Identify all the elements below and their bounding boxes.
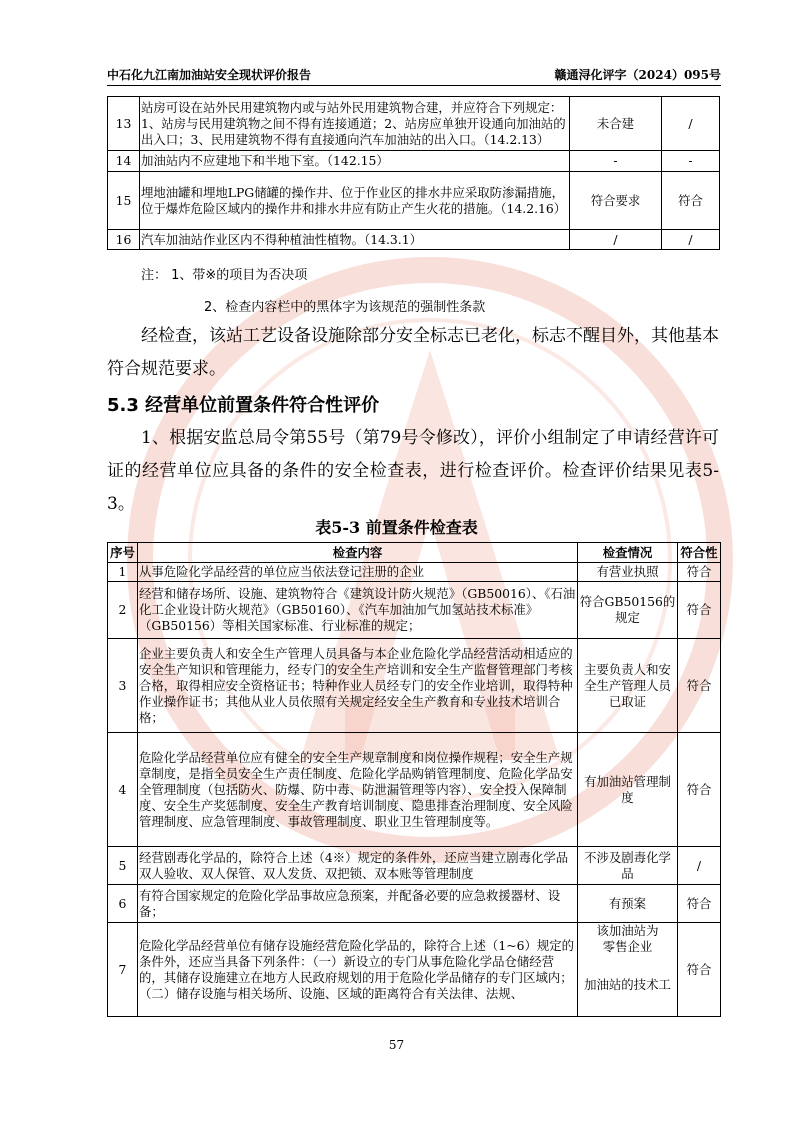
header-content: 检查内容 — [138, 543, 578, 563]
page-header — [107, 68, 721, 86]
note-1: 注： 1、带※的项目为否决项 — [141, 268, 308, 283]
row-number: 7 — [108, 923, 138, 1017]
table-row — [108, 923, 721, 1017]
row-result: 符合 — [662, 172, 720, 230]
header-status: 检查情况 — [578, 543, 678, 563]
section-number: 5.3 — [107, 395, 139, 416]
report-title: 中石化九江南加油站安全现状评价报告 — [107, 68, 312, 82]
row-number: 4 — [108, 733, 138, 847]
row-status-text-continued: 加油站的技术工 — [584, 977, 671, 992]
precondition-check-table — [107, 542, 721, 1017]
row-content: 危险化学品经营单位有储存设施经营危险化学品的，除符合上述（1~6）规定的条件外，还应当具备下列条件：（一）新设立的专门从事危险化学品仓储经营的，其储存设施建立在地方人民政府规划的用于危险化学品储存的专门区域内；（二）储存设施与相关场所、设施、区域的距离符合有关法律、法规、 — [138, 923, 578, 1017]
row-content: 汽车加油站作业区内不得种植油性植物。（14.3.1） — [140, 230, 570, 250]
row-result: / — [662, 230, 720, 250]
table-row — [108, 885, 721, 923]
row-number: 2 — [108, 582, 138, 639]
row-content: 站房可设在站外民用建筑物内或与站外民用建筑物合建，并应符合下列规定：1、站房与民用建筑物之间不得有连接通道；2、站房应单独开设通向加油站的出入口；3、民用建筑物不得有直接通向汽车加油站的出入口。（14.2.13） — [140, 97, 570, 151]
row-number: 13 — [108, 97, 140, 151]
row-result: 符合 — [678, 582, 721, 639]
header-no: 序号 — [108, 543, 138, 563]
table-row — [108, 97, 720, 151]
row-content: 危险化学品经营单位应有健全的安全生产规章制度和岗位操作规程；安全生产规章制度，是指全员安全生产责任制度、危险化学品购销管理制度、危险化学品安全管理制度（包括防火、防爆、防中毒、防泄漏管理等内容）、安全投入保障制度、安全生产奖惩制度、安全生产教育培训制度、隐患排查治理制度、安全风险管理制度、应急管理制度、事故管理制度、职业卫生管理制度等。 — [138, 733, 578, 847]
table-row — [108, 151, 720, 172]
row-content: 加油站内不应建地下和半地下室。（142.15） — [140, 151, 570, 172]
section-heading — [107, 394, 379, 418]
row-result: 符合 — [678, 923, 721, 1017]
row-status: 有营业执照 — [578, 563, 678, 582]
table-row — [108, 733, 721, 847]
paragraph-inspection-summary: 经检查，该站工艺设备设施除部分安全标志已老化，标志不醒目外，其他基本符合规范要求。 — [107, 326, 719, 379]
row-content: 经营和储存场所、设施、建筑物符合《建筑设计防火规范》（GB50016）、《石油化工企业设计防火规范》（GB50160）、《汽车加油加气加氢站技术标准》（GB50156）等相关国家标准、行业标准的规定； — [138, 582, 578, 639]
table-row — [108, 639, 721, 733]
row-result: 符合 — [678, 563, 721, 582]
row-number: 6 — [108, 885, 138, 923]
row-number: 3 — [108, 639, 138, 733]
row-result: 符合 — [678, 885, 721, 923]
section-title: 经营单位前置条件符合性评价 — [145, 395, 380, 416]
row-number: 14 — [108, 151, 140, 172]
table-caption: 表5-3 前置条件检查表 — [315, 518, 478, 537]
row-number: 5 — [108, 847, 138, 885]
row-status: 符合GB50156的规定 — [578, 582, 678, 639]
row-status: 未合建 — [570, 97, 662, 151]
row-result: - — [662, 151, 720, 172]
table-row — [108, 582, 721, 639]
row-content: 企业主要负责人和安全生产管理人员具备与本企业危险化学品经营活动相适应的安全生产知识和管理能力，经专门的安全生产培训和安全生产监督管理部门考核合格，取得相应安全资格证书；特种作业人员经专门的安全作业培训，取得特种作业操作证书；其他从业人员依照有关规定经安全生产教育和专业技术培训合格； — [138, 639, 578, 733]
row-content: 有符合国家规定的危险化学品事故应急预案，并配备必要的应急救援器材、设备； — [138, 885, 578, 923]
table-header-row — [108, 543, 721, 563]
row-status — [578, 923, 678, 1017]
page-number: 57 — [388, 1038, 405, 1052]
continued-check-table — [107, 96, 720, 250]
row-content: 经营剧毒化学品的，除符合上述（4※）规定的条件外，还应当建立剧毒化学品双人验收、双人保管、双人发货、双把锁、双本账等管理制度 — [138, 847, 578, 885]
row-status: 符合要求 — [570, 172, 662, 230]
row-status-text: 该加油站为零售企业 — [596, 923, 659, 954]
header-result: 符合性 — [678, 543, 721, 563]
row-status: 不涉及剧毒化学品 — [578, 847, 678, 885]
row-content: 从事危险化学品经营的单位应当依法登记注册的企业 — [138, 563, 578, 582]
row-number: 1 — [108, 563, 138, 582]
row-status: 有预案 — [578, 885, 678, 923]
row-status: 主要负责人和安全生产管理人员已取证 — [578, 639, 678, 733]
table-row — [108, 847, 721, 885]
row-number: 16 — [108, 230, 140, 250]
table-row — [108, 230, 720, 250]
row-number: 15 — [108, 172, 140, 230]
report-number: 赣通浔化评字（2024）095号 — [554, 68, 721, 82]
row-content: 埋地油罐和埋地LPG储罐的操作井、位于作业区的排水井应采取防渗漏措施，位于爆炸危险区域内的操作井和排水井应有防止产生火花的措施。（14.2.16） — [140, 172, 570, 230]
row-result: / — [662, 97, 720, 151]
row-status: / — [570, 230, 662, 250]
table-row — [108, 563, 721, 582]
table-row — [108, 172, 720, 230]
row-result: / — [678, 847, 721, 885]
row-result: 符合 — [678, 639, 721, 733]
paragraph-evaluation-basis: 1、根据安监总局令第55号（第79号令修改），评价小组制定了申请经营许可证的经营单位应具备的条件的安全检查表，进行检查评价。检查评价结果见表5-3。 — [107, 428, 719, 514]
row-result: 符合 — [678, 733, 721, 847]
row-status: 有加油站管理制度 — [578, 733, 678, 847]
note-2: 2、检查内容栏中的黑体字为该规范的强制性条款 — [204, 300, 486, 315]
row-status: - — [570, 151, 662, 172]
